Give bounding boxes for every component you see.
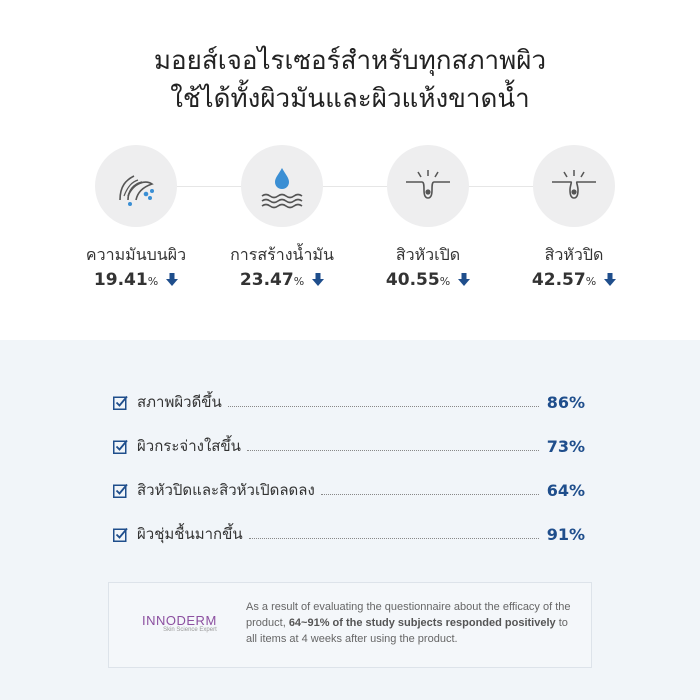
stat-unit: % <box>439 275 451 288</box>
title-line-1: มอยส์เจอไรเซอร์สำหรับทุกสภาพผิว <box>153 46 547 76</box>
stat-unit: % <box>293 275 305 288</box>
hair-follicle-oil-icon <box>95 145 177 227</box>
water-drop-waves-icon <box>241 145 323 227</box>
open-pore-icon <box>387 145 469 227</box>
checklist-item <box>113 434 585 458</box>
stat-number: 40.55 <box>385 270 440 290</box>
stat-unit: % <box>147 275 159 288</box>
down-arrow-icon <box>312 273 324 287</box>
stat-unit: % <box>585 275 597 288</box>
study-note-text <box>246 599 581 647</box>
down-arrow-icon <box>166 273 178 287</box>
stat-label: สิวหัวเปิด <box>395 245 461 264</box>
note-text-before: As a result of evaluating the questionnaire about the efficacy of the product, <box>246 601 571 629</box>
checklist-item <box>113 390 585 414</box>
stat-number: 19.41 <box>93 270 148 290</box>
logo-wordmark: INNODERM <box>142 613 217 628</box>
checklist-item <box>113 522 585 546</box>
down-arrow-icon <box>458 273 470 287</box>
stat-value <box>207 269 357 293</box>
stat-value <box>353 269 503 293</box>
checkbox-checked-icon <box>113 395 128 410</box>
stat-whiteheads <box>499 244 649 293</box>
logo-tagline: Skin Science Expert <box>163 627 217 633</box>
checkbox-checked-icon <box>113 527 128 542</box>
page-title <box>0 42 700 118</box>
connector-line <box>135 186 575 187</box>
closed-pore-icon <box>533 145 615 227</box>
checkbox-checked-icon <box>113 439 128 454</box>
checklist-value: 91% <box>546 524 585 544</box>
stat-blackheads <box>353 244 503 293</box>
note-text-bold: 64~91% of the study subjects responded positively <box>288 617 556 629</box>
stat-number: 23.47 <box>239 270 294 290</box>
checklist-label: ผิวชุ่มชื้นมากขึ้น <box>137 525 243 543</box>
stat-label: การสร้างน้ำมัน <box>230 245 334 264</box>
checklist-value: 64% <box>546 480 585 500</box>
study-note-box <box>108 582 592 668</box>
checklist-value: 73% <box>546 436 585 456</box>
stat-label: สิวหัวปิด <box>544 245 604 264</box>
dotted-leader <box>321 494 539 495</box>
dotted-leader <box>228 406 539 407</box>
stat-label: ความมันบนผิว <box>85 245 187 264</box>
dotted-leader <box>249 538 539 539</box>
checklist-item <box>113 478 585 502</box>
checklist-label: สิวหัวปิดและสิวหัวเปิดลดลง <box>137 481 315 499</box>
stat-number: 42.57 <box>531 270 586 290</box>
checkbox-checked-icon <box>113 483 128 498</box>
stat-oiliness <box>61 244 211 293</box>
dotted-leader <box>247 450 539 451</box>
checklist-value: 86% <box>546 392 585 412</box>
innoderm-logo <box>142 613 217 633</box>
checklist-label: สภาพผิวดีขึ้น <box>137 393 222 411</box>
checklist-label: ผิวกระจ่างใสขึ้น <box>137 437 241 455</box>
stat-sebum-production <box>207 244 357 293</box>
title-line-2: ใช้ได้ทั้งผิวมันและผิวแห้งขาดน้ำ <box>170 84 530 114</box>
stat-value <box>499 269 649 293</box>
stat-icons-row <box>95 145 615 227</box>
stat-value <box>61 269 211 293</box>
down-arrow-icon <box>604 273 616 287</box>
note-text-after: to all items at 4 weeks after using the product. <box>246 617 568 645</box>
